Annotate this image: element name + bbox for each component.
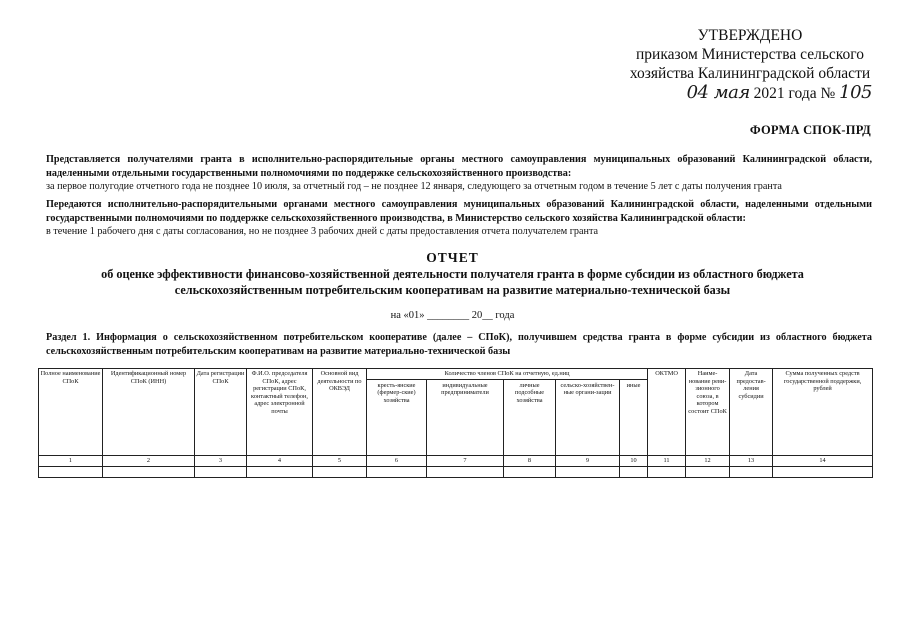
approval-year-text: 2021 года № (753, 85, 836, 102)
column-number: 13 (730, 456, 773, 467)
report-heading (0, 250, 905, 298)
column-number: 5 (313, 456, 367, 467)
column-number: 11 (648, 456, 686, 467)
handwritten-number: 105 (839, 82, 872, 103)
column-number: 7 (427, 456, 504, 467)
empty-cell (427, 467, 504, 478)
approval-ministry-line: хозяйства Калининградской области (629, 65, 871, 82)
subheader-household-plots: личные подсобные хозяйства (504, 379, 556, 455)
cooperative-info-table (38, 368, 873, 478)
empty-cell (773, 467, 873, 478)
empty-cell (556, 467, 620, 478)
empty-cell (103, 467, 195, 478)
column-number: 2 (103, 456, 195, 467)
empty-cell (686, 467, 730, 478)
column-number: 9 (556, 456, 620, 467)
header-okved: Основной вид деятельности по ОКВЭД (313, 369, 367, 456)
subheader-agri-organizations: сельско-хозяйствен-ные органи-зации (556, 379, 620, 455)
header-audit-union: Наиме-нование реви-зионного союза, в котором состоит СПоК (686, 369, 730, 456)
subheader-peasant-farms: кресть-янские (фермер-ские) хозяйства (367, 379, 427, 455)
header-registration-date: Дата регистрации СПоК (195, 369, 247, 456)
empty-cell (39, 467, 103, 478)
table-header-row (39, 369, 873, 380)
empty-cell (313, 467, 367, 478)
form-code: ФОРМА СПОК-ПРД (749, 123, 871, 137)
empty-cell (730, 467, 773, 478)
approval-date-number-line (600, 83, 900, 103)
column-number: 3 (195, 456, 247, 467)
column-number: 10 (620, 456, 648, 467)
submission-bold-text: Представляется получателями гранта в исполнительно-распорядительные органы местного самоуправления муниципальных образований Калининградской области, наделенными отдельными государственными полномочиями по поддержке сельскохозяйственного производства: (46, 154, 872, 179)
subheader-other: иные (620, 379, 648, 455)
empty-cell (247, 467, 313, 478)
report-title: ОТЧЕТ (426, 250, 479, 265)
report-subtitle: об оценке эффективности финансово-хозяйственной деятельности получателя гранта в форме субсидии из областного бюджета сельскохозяйственным потребительским кооперативам на развитие материально-технической базы (101, 267, 804, 297)
empty-cell (620, 467, 648, 478)
transfer-bold-text: Передаются исполнительно-распорядительными органами местного самоуправления муниципальных образований Калининградской области, наделенными отдельными государственными полномочиями по поддержке сельскохозяйственного производства, в Министерство сельского хозяйства Калининградской области: (46, 199, 872, 224)
empty-cell (367, 467, 427, 478)
approval-stamp (600, 26, 900, 103)
report-date-line: на «01» ________ 20__ года (390, 310, 515, 321)
column-number: 6 (367, 456, 427, 467)
transfer-paragraph (46, 198, 872, 239)
header-full-name: Полное наименование СПоК (39, 369, 103, 456)
header-subsidy-date: Дата предостав-ления субсидии (730, 369, 773, 456)
section-1-heading: Раздел 1. Информация о сельскохозяйственном потребительском кооперативе (далее – СПоК), получившем средства гранта в форме субсидии из областного бюджета сельскохозяйственным потребительским кооперативам на развитие материально-технической базы (46, 332, 872, 357)
submission-paragraph (46, 153, 872, 194)
header-oktmo: ОКТМО (648, 369, 686, 456)
empty-cell (504, 467, 556, 478)
column-number: 12 (686, 456, 730, 467)
column-number: 8 (504, 456, 556, 467)
header-support-amount: Сумма полученных средств государственной поддержки, рублей (773, 369, 873, 456)
column-number: 4 (247, 456, 313, 467)
approval-title: УТВЕРЖДЕНО (697, 27, 803, 44)
header-member-count: Количество членов СПоК на отчетную, ед.ниц (367, 369, 648, 380)
table-empty-row (39, 467, 873, 478)
empty-cell (648, 467, 686, 478)
subheader-entrepreneurs: индивидуальные предприниматели (427, 379, 504, 455)
header-chairman-contacts: Ф.И.О. председателя СПоК, адрес регистрации СПоК, контактный телефон, адрес электронной почты (247, 369, 313, 456)
submission-deadline-text: за первое полугодие отчетного года не позднее 10 июля, за отчетный год – не позднее 12 января, следующего за отчетным годом в течение 5 лет с даты получения гранта (46, 181, 782, 192)
approval-order-line: приказом Министерства сельского (635, 46, 864, 63)
column-number: 1 (39, 456, 103, 467)
handwritten-date: 04 мая (686, 82, 750, 103)
header-inn: Идентификационный номер СПоК (ИНН) (103, 369, 195, 456)
transfer-deadline-text: в течение 1 рабочего дня с даты согласования, но не позднее 3 рабочих дней с даты предоставления отчета получателем гранта (46, 226, 599, 237)
table-column-numbers-row (39, 456, 873, 467)
column-number: 14 (773, 456, 873, 467)
empty-cell (195, 467, 247, 478)
